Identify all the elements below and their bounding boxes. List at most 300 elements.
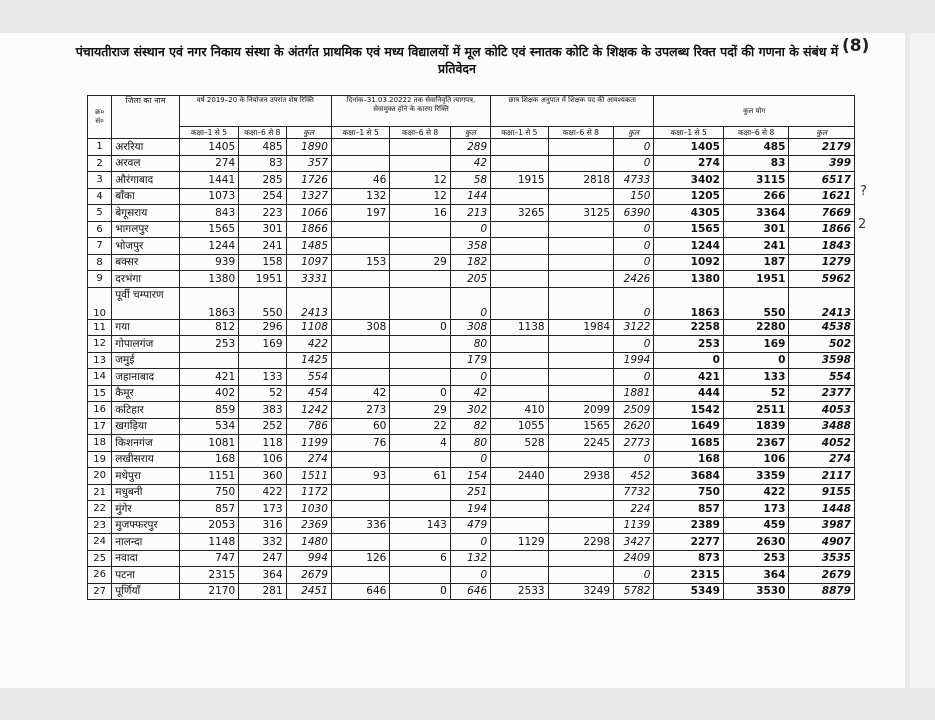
cell-ratio-1to5: 1129 <box>491 534 548 551</box>
cell-ratio-1to5 <box>491 385 548 402</box>
cell-ratio-6to8 <box>548 287 614 319</box>
cell-rem-6to8: 550 <box>239 287 286 319</box>
cell-sn: 3 <box>88 172 112 189</box>
cell-ratio-6to8: 2298 <box>548 534 614 551</box>
cell-rem-1to5: 534 <box>179 418 238 435</box>
cell-rem-6to8: 383 <box>239 402 286 419</box>
cell-ret-total: 0 <box>450 451 490 468</box>
cell-rem-6to8: 52 <box>239 385 286 402</box>
cell-ret-1to5 <box>331 369 389 386</box>
cell-district: मधेपुरा <box>112 468 180 485</box>
cell-ret-total: 154 <box>450 468 490 485</box>
cell-rem-total: 1866 <box>286 221 331 238</box>
cell-ret-total: 646 <box>450 583 490 600</box>
cell-sn: 11 <box>88 319 112 336</box>
cell-ratio-6to8 <box>548 567 614 584</box>
cell-ret-6to8: 22 <box>390 418 450 435</box>
cell-ret-6to8 <box>390 451 450 468</box>
cell-sum-total: 2117 <box>789 468 855 485</box>
cell-district: बेगूसराय <box>112 205 180 222</box>
cell-rem-6to8: 173 <box>239 501 286 518</box>
cell-sum-1to5: 3402 <box>654 172 724 189</box>
cell-ret-6to8: 29 <box>390 254 450 271</box>
cell-ratio-1to5: 1138 <box>491 319 548 336</box>
cell-rem-6to8: 285 <box>239 172 286 189</box>
cell-sum-6to8: 3115 <box>723 172 789 189</box>
table-row <box>88 319 855 336</box>
table-row <box>88 435 855 452</box>
cell-sum-total: 2179 <box>789 139 855 156</box>
cell-ret-1to5: 93 <box>331 468 389 485</box>
cell-rem-1to5: 1244 <box>179 238 238 255</box>
cell-ratio-1to5 <box>491 517 548 534</box>
cell-ratio-total: 0 <box>614 567 654 584</box>
cell-sum-1to5: 1863 <box>654 287 724 319</box>
cell-sn: 24 <box>88 534 112 551</box>
cell-sn: 21 <box>88 484 112 501</box>
cell-rem-1to5: 812 <box>179 319 238 336</box>
cell-district: मुंगेर <box>112 501 180 518</box>
cell-ret-total: 58 <box>450 172 490 189</box>
cell-ratio-total: 2773 <box>614 435 654 452</box>
cell-rem-6to8: 316 <box>239 517 286 534</box>
cell-rem-total: 1485 <box>286 238 331 255</box>
cell-sn: 25 <box>88 550 112 567</box>
cell-rem-1to5: 2315 <box>179 567 238 584</box>
cell-sn: 2 <box>88 155 112 172</box>
cell-ratio-total: 0 <box>614 221 654 238</box>
cell-ratio-6to8 <box>548 385 614 402</box>
cell-rem-total: 1108 <box>286 319 331 336</box>
cell-ret-total: 182 <box>450 254 490 271</box>
cell-rem-1to5: 1405 <box>179 139 238 156</box>
cell-sum-6to8: 3359 <box>723 468 789 485</box>
cell-sn: 15 <box>88 385 112 402</box>
cell-rem-1to5: 1380 <box>179 271 238 288</box>
cell-ret-6to8: 4 <box>390 435 450 452</box>
cell-sum-total: 8879 <box>789 583 855 600</box>
cell-ratio-1to5 <box>491 287 548 319</box>
cell-ret-1to5: 126 <box>331 550 389 567</box>
cell-sum-6to8: 1839 <box>723 418 789 435</box>
table-row <box>88 550 855 567</box>
cell-sn: 9 <box>88 271 112 288</box>
cell-rem-total: 2413 <box>286 287 331 319</box>
cell-rem-total: 1425 <box>286 352 331 369</box>
cell-ret-6to8 <box>390 534 450 551</box>
cell-sn: 23 <box>88 517 112 534</box>
cell-ratio-6to8 <box>548 451 614 468</box>
cell-ret-6to8: 0 <box>390 583 450 600</box>
cell-rem-6to8: 301 <box>239 221 286 238</box>
cell-ratio-6to8 <box>548 336 614 353</box>
cell-ratio-6to8 <box>548 254 614 271</box>
cell-sum-6to8: 0 <box>723 352 789 369</box>
cell-ratio-6to8 <box>548 484 614 501</box>
cell-sum-6to8: 3364 <box>723 205 789 222</box>
cell-sum-6to8: 550 <box>723 287 789 319</box>
cell-district: भोजपुर <box>112 238 180 255</box>
cell-ratio-1to5 <box>491 567 548 584</box>
cell-sum-1to5: 2277 <box>654 534 724 551</box>
col-group-ratio: छात्र शिक्षक अनुपात में शिक्षक पद की आवश्यकता <box>491 96 654 127</box>
col-sub-1to5: कक्षा–1 से 5 <box>179 127 238 139</box>
cell-sn: 19 <box>88 451 112 468</box>
cell-ret-6to8 <box>390 336 450 353</box>
cell-sn: 20 <box>88 468 112 485</box>
cell-ret-6to8 <box>390 287 450 319</box>
cell-sum-total: 2413 <box>789 287 855 319</box>
cell-rem-6to8: 83 <box>239 155 286 172</box>
cell-rem-1to5: 859 <box>179 402 238 419</box>
cell-sum-total: 2377 <box>789 385 855 402</box>
cell-sum-total: 4053 <box>789 402 855 419</box>
cell-sum-6to8: 301 <box>723 221 789 238</box>
cell-ret-total: 289 <box>450 139 490 156</box>
cell-ratio-1to5: 410 <box>491 402 548 419</box>
cell-sum-1to5: 1244 <box>654 238 724 255</box>
cell-ratio-6to8: 1984 <box>548 319 614 336</box>
cell-ret-1to5: 132 <box>331 188 389 205</box>
cell-district: मधुबनी <box>112 484 180 501</box>
cell-sum-6to8: 2280 <box>723 319 789 336</box>
page-number: (8) <box>842 36 870 56</box>
cell-sn: 16 <box>88 402 112 419</box>
cell-rem-total: 1199 <box>286 435 331 452</box>
cell-sum-6to8: 459 <box>723 517 789 534</box>
col-sub-total: कुल <box>614 127 654 139</box>
cell-ratio-6to8 <box>548 155 614 172</box>
table-row <box>88 155 855 172</box>
cell-ratio-total: 2620 <box>614 418 654 435</box>
cell-ret-total: 179 <box>450 352 490 369</box>
cell-sum-1to5: 873 <box>654 550 724 567</box>
col-sub-1to5: कक्षा–1 से 5 <box>491 127 548 139</box>
cell-ratio-6to8 <box>548 139 614 156</box>
cell-rem-total: 1327 <box>286 188 331 205</box>
document-title: पंचायतीराज संस्थान एवं नगर निकाय संस्था के अंतर्गत प्राथमिक एवं मध्य विद्यालयों में मूल कोटि एवं स्नातक कोटि के शिक्षक के उपलब्ध रिक्त पदों की गणना के संबंध में प्रतिवेदन <box>75 44 839 76</box>
cell-ret-1to5 <box>331 221 389 238</box>
cell-sum-total: 9155 <box>789 484 855 501</box>
cell-sum-6to8: 106 <box>723 451 789 468</box>
cell-ratio-6to8 <box>548 188 614 205</box>
cell-ratio-total: 0 <box>614 336 654 353</box>
cell-rem-6to8: 422 <box>239 484 286 501</box>
cell-district: गोपालगंज <box>112 336 180 353</box>
table-row <box>88 287 855 319</box>
cell-ret-6to8: 143 <box>390 517 450 534</box>
table-row <box>88 336 855 353</box>
table-row <box>88 583 855 600</box>
cell-district: पूर्वी चम्पारण <box>112 287 180 319</box>
cell-sum-total: 3987 <box>789 517 855 534</box>
cell-ret-1to5 <box>331 336 389 353</box>
cell-ratio-total: 452 <box>614 468 654 485</box>
cell-ratio-6to8 <box>548 369 614 386</box>
cell-ret-6to8: 6 <box>390 550 450 567</box>
cell-sum-total: 3535 <box>789 550 855 567</box>
col-group-remaining: वर्ष 2019–20 के नियोजन उपरांत शेष रिक्ति <box>179 96 331 127</box>
cell-sn: 26 <box>88 567 112 584</box>
cell-district: पूर्णियाँ <box>112 583 180 600</box>
cell-ret-6to8 <box>390 352 450 369</box>
table-row <box>88 172 855 189</box>
cell-ratio-6to8 <box>548 501 614 518</box>
table-row <box>88 402 855 419</box>
cell-rem-6to8: 485 <box>239 139 286 156</box>
cell-ratio-total: 0 <box>614 238 654 255</box>
cell-ratio-1to5: 1915 <box>491 172 548 189</box>
cell-ret-1to5 <box>331 155 389 172</box>
cell-sn: 14 <box>88 369 112 386</box>
cell-rem-total: 1066 <box>286 205 331 222</box>
vacancy-table <box>87 95 855 600</box>
cell-rem-1to5: 253 <box>179 336 238 353</box>
cell-rem-1to5: 1148 <box>179 534 238 551</box>
cell-ratio-total: 3122 <box>614 319 654 336</box>
col-sub-total: कुल <box>450 127 490 139</box>
cell-rem-total: 2679 <box>286 567 331 584</box>
cell-ret-6to8 <box>390 221 450 238</box>
cell-ratio-total: 2409 <box>614 550 654 567</box>
cell-ret-total: 132 <box>450 550 490 567</box>
cell-rem-1to5: 939 <box>179 254 238 271</box>
table-row <box>88 369 855 386</box>
cell-district: खगड़िया <box>112 418 180 435</box>
cell-ret-1to5 <box>331 567 389 584</box>
cell-district: नालन्दा <box>112 534 180 551</box>
col-sub-1to5: कक्षा–1 से 5 <box>331 127 389 139</box>
cell-ratio-1to5 <box>491 451 548 468</box>
cell-sum-6to8: 3530 <box>723 583 789 600</box>
cell-ratio-total: 0 <box>614 155 654 172</box>
cell-rem-6to8: 281 <box>239 583 286 600</box>
cell-sum-6to8: 133 <box>723 369 789 386</box>
cell-ratio-6to8 <box>548 550 614 567</box>
col-sub-total: कुल <box>789 127 855 139</box>
cell-sum-total: 4538 <box>789 319 855 336</box>
cell-district: बक्सर <box>112 254 180 271</box>
cell-district: अरवल <box>112 155 180 172</box>
cell-ret-1to5: 336 <box>331 517 389 534</box>
cell-district: मुजफ्फरपुर <box>112 517 180 534</box>
cell-ratio-6to8: 2818 <box>548 172 614 189</box>
cell-ret-1to5: 46 <box>331 172 389 189</box>
cell-rem-6to8: 1951 <box>239 271 286 288</box>
cell-ret-total: 144 <box>450 188 490 205</box>
cell-rem-total: 422 <box>286 336 331 353</box>
cell-ret-total: 302 <box>450 402 490 419</box>
cell-ret-1to5 <box>331 534 389 551</box>
cell-ratio-total: 224 <box>614 501 654 518</box>
cell-rem-6to8: 254 <box>239 188 286 205</box>
cell-district: जहानाबाद <box>112 369 180 386</box>
cell-sum-1to5: 1405 <box>654 139 724 156</box>
cell-rem-1to5: 1151 <box>179 468 238 485</box>
cell-sum-1to5: 0 <box>654 352 724 369</box>
cell-ret-1to5 <box>331 238 389 255</box>
cell-ret-6to8 <box>390 567 450 584</box>
cell-ret-1to5 <box>331 287 389 319</box>
cell-ret-6to8: 12 <box>390 172 450 189</box>
cell-sum-6to8: 485 <box>723 139 789 156</box>
cell-ratio-1to5 <box>491 501 548 518</box>
cell-sum-total: 5962 <box>789 271 855 288</box>
cell-ratio-total: 2426 <box>614 271 654 288</box>
cell-district: नवादा <box>112 550 180 567</box>
cell-ratio-total: 5782 <box>614 583 654 600</box>
cell-sum-total: 1448 <box>789 501 855 518</box>
cell-rem-total: 994 <box>286 550 331 567</box>
cell-ratio-total: 0 <box>614 369 654 386</box>
cell-ret-1to5: 76 <box>331 435 389 452</box>
table-row <box>88 468 855 485</box>
cell-ret-6to8: 0 <box>390 385 450 402</box>
table-row <box>88 484 855 501</box>
cell-sn: 27 <box>88 583 112 600</box>
cell-ratio-1to5 <box>491 352 548 369</box>
cell-ratio-6to8 <box>548 352 614 369</box>
cell-ratio-6to8: 2245 <box>548 435 614 452</box>
cell-ret-6to8 <box>390 501 450 518</box>
cell-ratio-6to8: 2938 <box>548 468 614 485</box>
cell-ret-1to5 <box>331 501 389 518</box>
cell-sum-1to5: 1205 <box>654 188 724 205</box>
cell-sn: 4 <box>88 188 112 205</box>
cell-ratio-total: 7732 <box>614 484 654 501</box>
cell-ret-total: 42 <box>450 155 490 172</box>
cell-rem-1to5: 421 <box>179 369 238 386</box>
cell-sn: 17 <box>88 418 112 435</box>
col-sub-6to8: कक्षा–6 से 8 <box>239 127 286 139</box>
cell-ret-total: 0 <box>450 567 490 584</box>
cell-sum-total: 274 <box>789 451 855 468</box>
cell-rem-total: 274 <box>286 451 331 468</box>
table-row <box>88 238 855 255</box>
cell-sn: 18 <box>88 435 112 452</box>
cell-ratio-6to8 <box>548 271 614 288</box>
cell-ret-total: 0 <box>450 534 490 551</box>
cell-ratio-1to5 <box>491 139 548 156</box>
cell-sum-6to8: 52 <box>723 385 789 402</box>
cell-ret-total: 0 <box>450 287 490 319</box>
col-sub-total: कुल <box>286 127 331 139</box>
cell-ratio-6to8: 2099 <box>548 402 614 419</box>
cell-sum-total: 6517 <box>789 172 855 189</box>
cell-sum-total: 1866 <box>789 221 855 238</box>
cell-district: पटना <box>112 567 180 584</box>
cell-ret-total: 213 <box>450 205 490 222</box>
table-row <box>88 188 855 205</box>
cell-district: कटिहार <box>112 402 180 419</box>
cell-rem-total: 2451 <box>286 583 331 600</box>
cell-ret-1to5: 273 <box>331 402 389 419</box>
cell-sn: 5 <box>88 205 112 222</box>
cell-rem-1to5: 168 <box>179 451 238 468</box>
cell-sum-total: 399 <box>789 155 855 172</box>
cell-ratio-1to5 <box>491 369 548 386</box>
cell-sum-6to8: 253 <box>723 550 789 567</box>
cell-district: अररिया <box>112 139 180 156</box>
cell-rem-6to8: 241 <box>239 238 286 255</box>
cell-sum-6to8: 187 <box>723 254 789 271</box>
col-sub-1to5: कक्षा–1 से 5 <box>654 127 724 139</box>
cell-district: दरभंगा <box>112 271 180 288</box>
cell-ret-6to8: 0 <box>390 319 450 336</box>
cell-sum-1to5: 1565 <box>654 221 724 238</box>
cell-ratio-1to5: 3265 <box>491 205 548 222</box>
cell-district: लखीसराय <box>112 451 180 468</box>
cell-ratio-1to5: 528 <box>491 435 548 452</box>
cell-district: बाँका <box>112 188 180 205</box>
cell-ratio-1to5: 2440 <box>491 468 548 485</box>
cell-rem-1to5: 857 <box>179 501 238 518</box>
cell-ret-1to5: 197 <box>331 205 389 222</box>
cell-ratio-total: 6390 <box>614 205 654 222</box>
cell-rem-6to8: 364 <box>239 567 286 584</box>
cell-ret-total: 42 <box>450 385 490 402</box>
cell-ratio-6to8: 1565 <box>548 418 614 435</box>
cell-ratio-total: 0 <box>614 139 654 156</box>
cell-ret-6to8 <box>390 369 450 386</box>
cell-sum-total: 1843 <box>789 238 855 255</box>
cell-ratio-1to5 <box>491 254 548 271</box>
cell-ret-total: 80 <box>450 435 490 452</box>
cell-sum-6to8: 2630 <box>723 534 789 551</box>
cell-ret-1to5: 646 <box>331 583 389 600</box>
cell-sn: 10 <box>88 287 112 319</box>
cell-ret-6to8 <box>390 139 450 156</box>
cell-ratio-6to8: 3249 <box>548 583 614 600</box>
cell-ratio-6to8 <box>548 238 614 255</box>
cell-ratio-6to8 <box>548 517 614 534</box>
table-row <box>88 418 855 435</box>
cell-sum-1to5: 168 <box>654 451 724 468</box>
cell-rem-6to8: 296 <box>239 319 286 336</box>
cell-ratio-1to5 <box>491 221 548 238</box>
cell-rem-1to5: 750 <box>179 484 238 501</box>
table-row <box>88 254 855 271</box>
cell-rem-1to5: 747 <box>179 550 238 567</box>
cell-rem-total: 786 <box>286 418 331 435</box>
cell-rem-6to8: 133 <box>239 369 286 386</box>
cell-ret-6to8: 29 <box>390 402 450 419</box>
cell-district: भागलपुर <box>112 221 180 238</box>
cell-rem-1to5: 402 <box>179 385 238 402</box>
cell-rem-total: 2369 <box>286 517 331 534</box>
cell-ret-6to8 <box>390 271 450 288</box>
col-group-retirement: दिनांक–31.03.20222 तक सेवानिवृति त्यागपत्र, सेवामुक्त होने के कारण रिक्ति <box>331 96 490 127</box>
table-row <box>88 221 855 238</box>
cell-district: गया <box>112 319 180 336</box>
table-row <box>88 352 855 369</box>
table-row <box>88 501 855 518</box>
cell-ratio-1to5 <box>491 336 548 353</box>
cell-sum-total: 1621 <box>789 188 855 205</box>
cell-rem-total: 357 <box>286 155 331 172</box>
table-row <box>88 534 855 551</box>
cell-sn: 13 <box>88 352 112 369</box>
table-row <box>88 385 855 402</box>
cell-rem-6to8: 169 <box>239 336 286 353</box>
cell-ratio-total: 1881 <box>614 385 654 402</box>
cell-rem-6to8: 106 <box>239 451 286 468</box>
cell-sum-total: 502 <box>789 336 855 353</box>
cell-ratio-total: 1139 <box>614 517 654 534</box>
cell-ratio-total: 0 <box>614 287 654 319</box>
cell-rem-1to5: 1081 <box>179 435 238 452</box>
col-group-total: कुल योग <box>654 96 855 127</box>
